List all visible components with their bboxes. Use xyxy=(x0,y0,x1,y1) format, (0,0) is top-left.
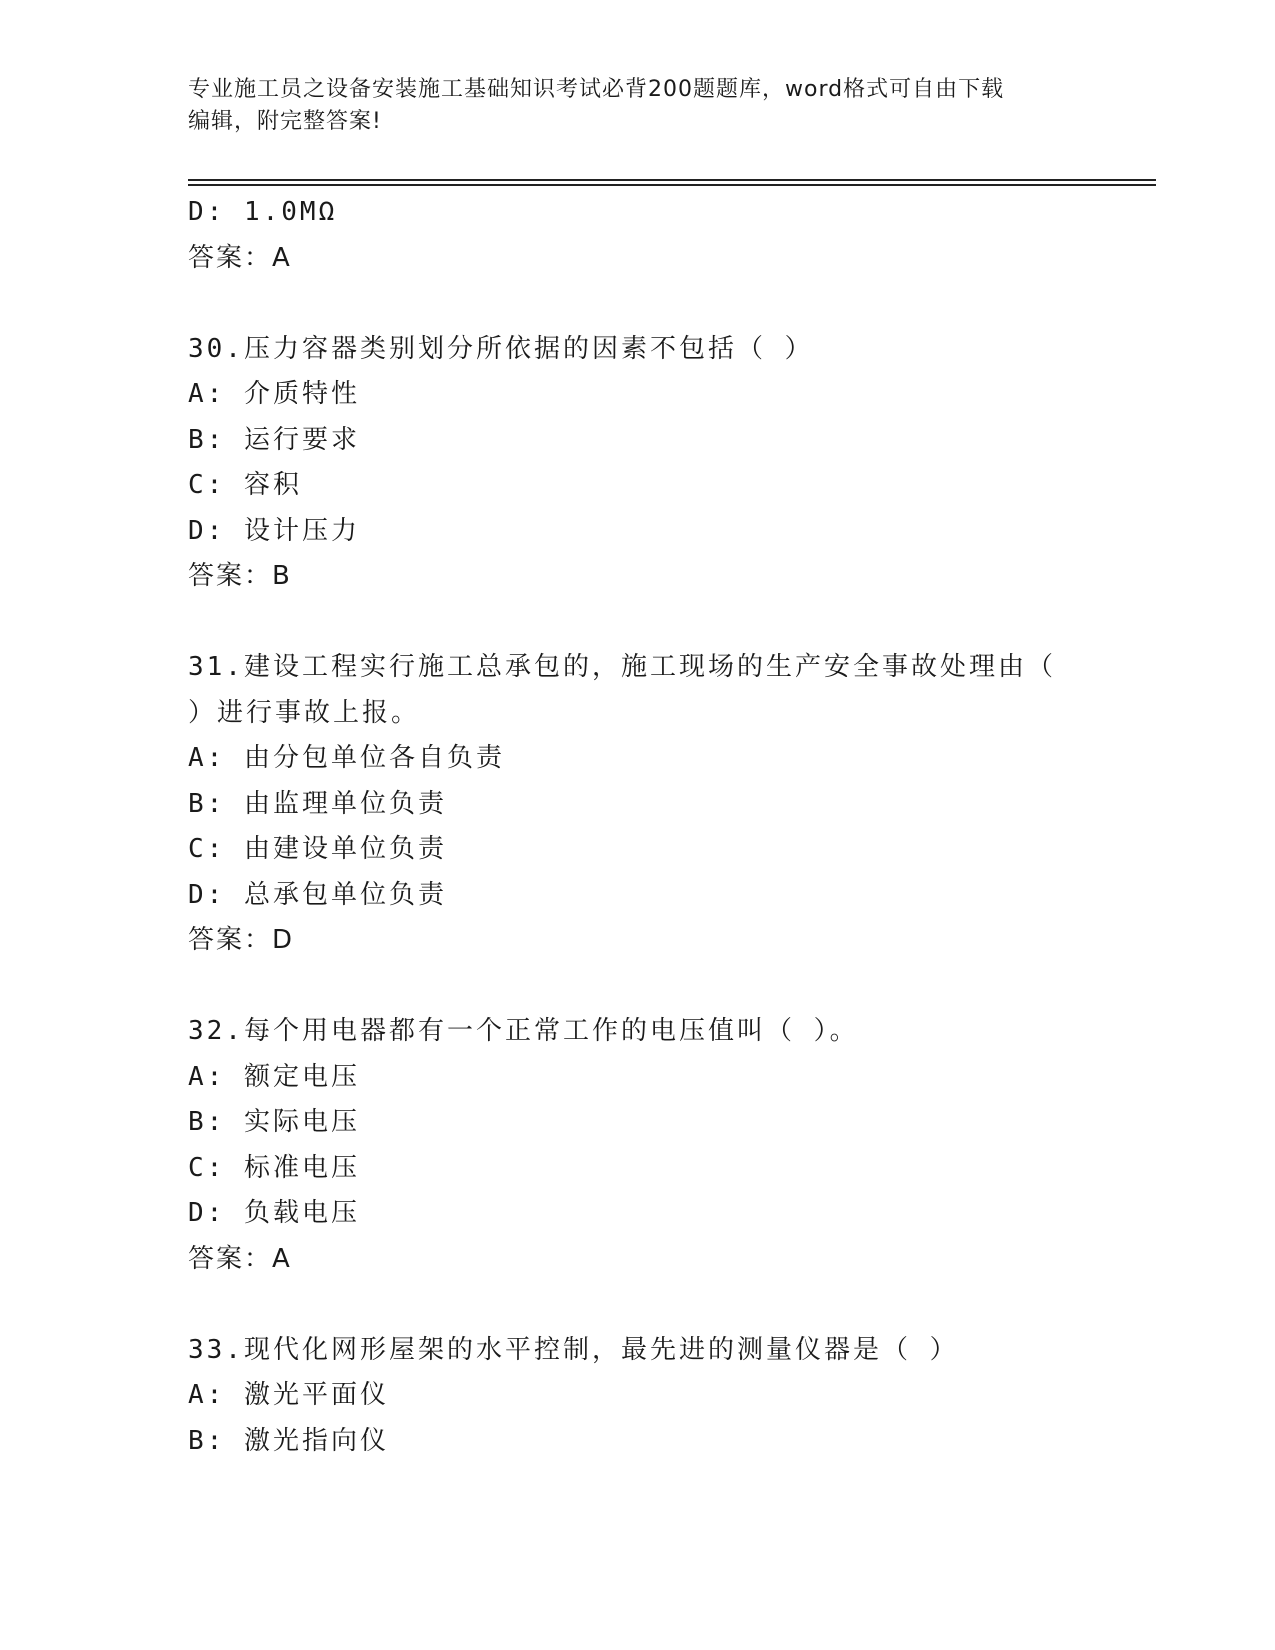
answer: 答案：A xyxy=(188,1243,292,1274)
answer: 答案：D xyxy=(188,925,295,955)
prev-option-d: D: 1.0MΩ xyxy=(188,197,338,227)
option-d: D: 总承包单位负责 xyxy=(188,879,447,910)
prev-answer: 答案：A xyxy=(188,242,292,273)
option-b: B: 激光指向仪 xyxy=(188,1425,389,1456)
option-a: A: 由分包单位各自负责 xyxy=(188,743,505,773)
option-b: B: 实际电压 xyxy=(188,1107,360,1137)
question-32 xyxy=(188,1009,1148,1282)
spacer xyxy=(188,1282,1148,1328)
answer: 答案：B xyxy=(188,561,292,591)
header-divider-bottom xyxy=(188,184,1156,186)
question-stem: 33.现代化网形屋架的水平控制，最先进的测量仪器是（ ） xyxy=(188,1334,959,1365)
option-a: A: 额定电压 xyxy=(188,1061,360,1092)
option-b: B: 由监理单位负责 xyxy=(188,788,447,819)
option-a: A: 介质特性 xyxy=(188,379,360,409)
spacer xyxy=(188,964,1148,1010)
question-stem-line-2: ）进行事故上报。 xyxy=(188,697,421,728)
header-divider-top xyxy=(188,179,1156,181)
question-stem-line-1: 31.建设工程实行施工总承包的，施工现场的生产安全事故处理由（ xyxy=(188,652,1056,682)
spacer xyxy=(188,281,1148,327)
question-stem: 30.压力容器类别划分所依据的因素不包括（ ） xyxy=(188,333,814,364)
header-title-line-2: 编辑，附完整答案! xyxy=(188,109,382,134)
option-b: B: 运行要求 xyxy=(188,424,360,455)
option-c: C: 由建设单位负责 xyxy=(188,834,447,864)
spacer xyxy=(188,600,1148,646)
header-title-line-1: 专业施工员之设备安装施工基础知识考试必背200题题库，word格式可自由下载 xyxy=(188,77,1005,102)
option-a: A: 激光平面仪 xyxy=(188,1380,389,1410)
option-c: C: 标准电压 xyxy=(188,1152,360,1183)
question-list xyxy=(188,190,1148,1464)
question-31 xyxy=(188,645,1148,964)
question-30 xyxy=(188,327,1148,600)
option-c: C: 容积 xyxy=(188,470,302,500)
question-stem: 32.每个用电器都有一个正常工作的电压值叫（ ）。 xyxy=(188,1016,859,1046)
option-d: D: 负载电压 xyxy=(188,1198,360,1228)
option-d: D: 设计压力 xyxy=(188,515,360,546)
question-33 xyxy=(188,1328,1148,1465)
document-header xyxy=(188,74,1088,138)
